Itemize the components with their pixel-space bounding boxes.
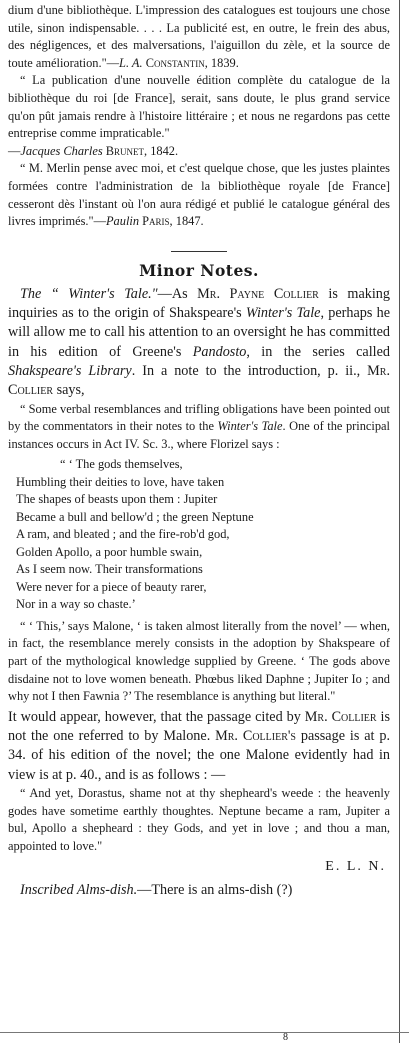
note-paragraph: It would appear, however, that the passage cited by Mr. Collier is not the one referred to by Malone. Mr. Collier's passage is at p. 34. of his edition of the novel; the one Malone evidently had in view is at p. 40., and is as follows : —	[8, 708, 390, 783]
note-title: Inscribed Alms-dish.	[20, 882, 138, 899]
signature: E. L. N.	[325, 859, 386, 875]
verse-line: Became a bull and bellow'd ; the green Neptune	[16, 509, 254, 524]
note-winters-tale: The “ Winter's Tale."—As Mr. Payne Collier is making inquiries as to the origin of Shakspeare's Winter's Tale, perhaps he will allow me to call his attention to an oversight he has committed in his edition of Greene's Pandosto, in the series called Shakspeare's Library. In a note to the introduction, p. ii., Mr. Collier says,	[8, 285, 390, 399]
verse-quotation	[8, 456, 390, 614]
author-last: Brunet	[105, 143, 145, 158]
verse-line: Humbling their deities to love, have taken	[16, 474, 225, 489]
author-last: Constantin	[145, 55, 205, 70]
verse-line: Golden Apollo, a poor humble swain,	[16, 544, 203, 559]
verse-line: Were never for a piece of beauty rarer,	[16, 579, 207, 594]
quote-collier: “ Some verbal resemblances and trifling obligations have been pointed out by the commentators in their notes to the Winter's Tale. One of the principal instances occurs in Act IV. Sc. 3., where Florizel says :	[8, 401, 390, 451]
column-rule	[399, 0, 400, 1043]
verse-line: As I seem now. Their transformations	[16, 562, 203, 577]
verse-line: A ram, and bleated ; and the fire-rob'd god,	[16, 527, 230, 542]
verse-line: “ ‘ The gods themselves,	[60, 457, 183, 472]
section-heading: Minor Notes.	[139, 260, 259, 280]
page-column	[8, 2, 390, 901]
author-last: Paris	[142, 214, 170, 229]
author-first: Jacques Charles	[20, 143, 103, 158]
verse-line: Nor in a way so chaste.’	[16, 597, 136, 612]
verse-line: The shapes of beasts upon them : Jupiter	[16, 492, 218, 507]
page-footer-rule	[0, 1032, 409, 1047]
note-alms-dish: Inscribed Alms-dish.—There is an alms-dish (?)	[8, 881, 390, 900]
quote-constantin: dium d'une bibliothèque. L'impression des catalogues est toujours une chose utile, sinon indispensable. . . . La publicité est, en outre, le frein des abus, des négligences, et des malversations, l'aiguillon du zèle, et la source de toute amélioration."—L. A. Constantin, 1839.	[8, 3, 390, 70]
section-separator	[171, 251, 227, 252]
note-title: The “ Winter's Tale."	[20, 285, 158, 302]
quote-malone: “ ‘ This,’ says Malone, ‘ is taken almost literally from the novel’ — when, in fact, the resemblance merely consists in the adoption by Shakspeare of part of the mythological knowledge supplied by Greene. ‘ The gods above disdaine not to love women beneath. Phœbus liked Daphne ; Jupiter Io ; and why not I then Fawnia ?’ The resemblance is anything but literal."	[8, 618, 390, 704]
footer-mark: 8	[283, 1032, 288, 1043]
quote-paris: “ M. Merlin pense avec moi, et c'est quelque chose, que les justes plaintes formées contre l'administration de la bibliothèque royale [de France] cesseront dès l'instant où l'on aura rédigé et publié le catalogue général des livres imprimés."—Paulin Paris, 1847.	[8, 161, 390, 229]
author-first: L. A.	[119, 55, 143, 70]
author-first: Paulin	[105, 214, 140, 229]
quote-greene: “ And yet, Dorastus, shame not at thy shepheard's weede : the heavenly godes have sometime earthly thoughtes. Neptune became a ram, Jupiter a bul, Apollo a shepheard : they Gods, and yet in love ; and thou a man, appointed to love."	[8, 785, 390, 853]
quote-brunet: “ La publication d'une nouvelle édition complète du catalogue de la bibliothèque du roi [de France], serait, sans doute, le plus grand service qu'on pût jamais rendre à l'histoire littéraire ; et nous ne regardons pas cette entreprise comme impraticable." —Jacques Charles Brunet, 1842.	[8, 73, 390, 158]
